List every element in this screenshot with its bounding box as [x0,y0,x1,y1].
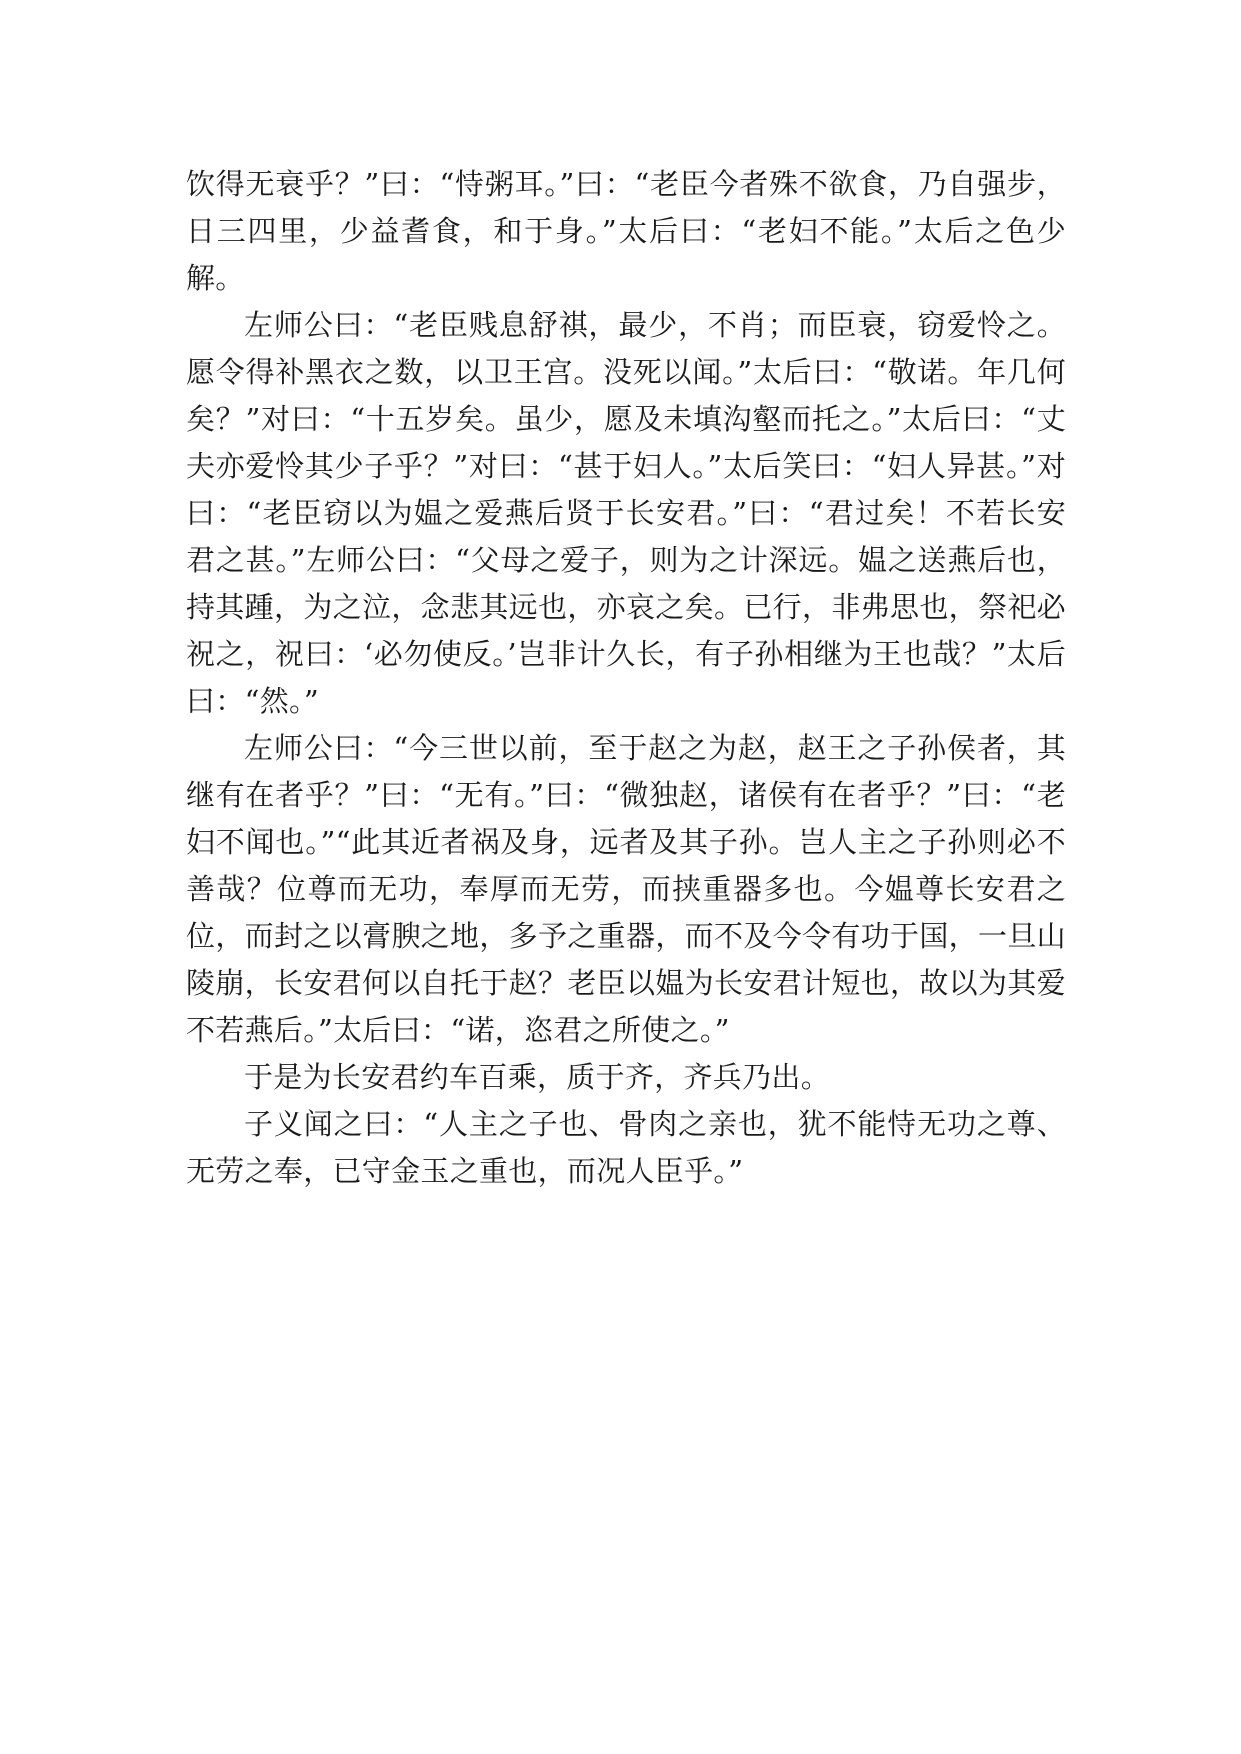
paragraph-2: 左师公曰：“老臣贱息舒祺，最少，不肖；而臣衰，窃爱怜之。愿令得补黑衣之数，以卫王宫。没死以闻。”太后曰：“敬诺。年几何矣？”对曰：“十五岁矣。虽少，愿及未填沟壑而托之。”太后曰：“丈夫亦爱怜其少子乎？”对曰：“甚于妇人。”太后笑曰：“妇人异甚。”对曰：“老臣窃以为媪之爱燕后贤于长安君。”曰：“君过矣！不若长安君之甚。”左师公曰：“父母之爱子，则为之计深远。媪之送燕后也，持其踵，为之泣，念悲其远也，亦哀之矣。已行，非弗思也，祭祀必祝之，祝曰：‘必勿使反。’岂非计久长，有子孙相继为王也哉？”太后曰：“然。” [186,308,1066,718]
document-body [186,161,1066,1195]
paragraph-3: 左师公曰：“今三世以前，至于赵之为赵，赵王之子孙侯者，其继有在者乎？”曰：“无有。”曰：“微独赵，诸侯有在者乎？”曰：“老妇不闻也。”“此其近者祸及身，远者及其子孙。岂人主之子孙则必不善哉？位尊而无功，奉厚而无劳，而挟重器多也。今媪尊长安君之位，而封之以膏腴之地，多予之重器，而不及今令有功于国，一旦山陵崩，长安君何以自托于赵？老臣以媪为长安君计短也，故以为其爱不若燕后。”太后曰：“诺，恣君之所使之。” [186,731,1066,1047]
paragraph-4: 于是为长安君约车百乘，质于齐，齐兵乃出。 [244,1060,831,1094]
paragraph-5: 子义闻之曰：“人主之子也、骨肉之亲也，犹不能恃无功之尊、无劳之奉，已守金玉之重也，而况人臣乎。” [186,1107,1066,1188]
paragraph-1: 饮得无衰乎？”曰：“恃粥耳。”曰：“老臣今者殊不欲食，乃自强步，日三四里，少益耆食，和于身。”太后曰：“老妇不能。”太后之色少解。 [186,167,1066,295]
